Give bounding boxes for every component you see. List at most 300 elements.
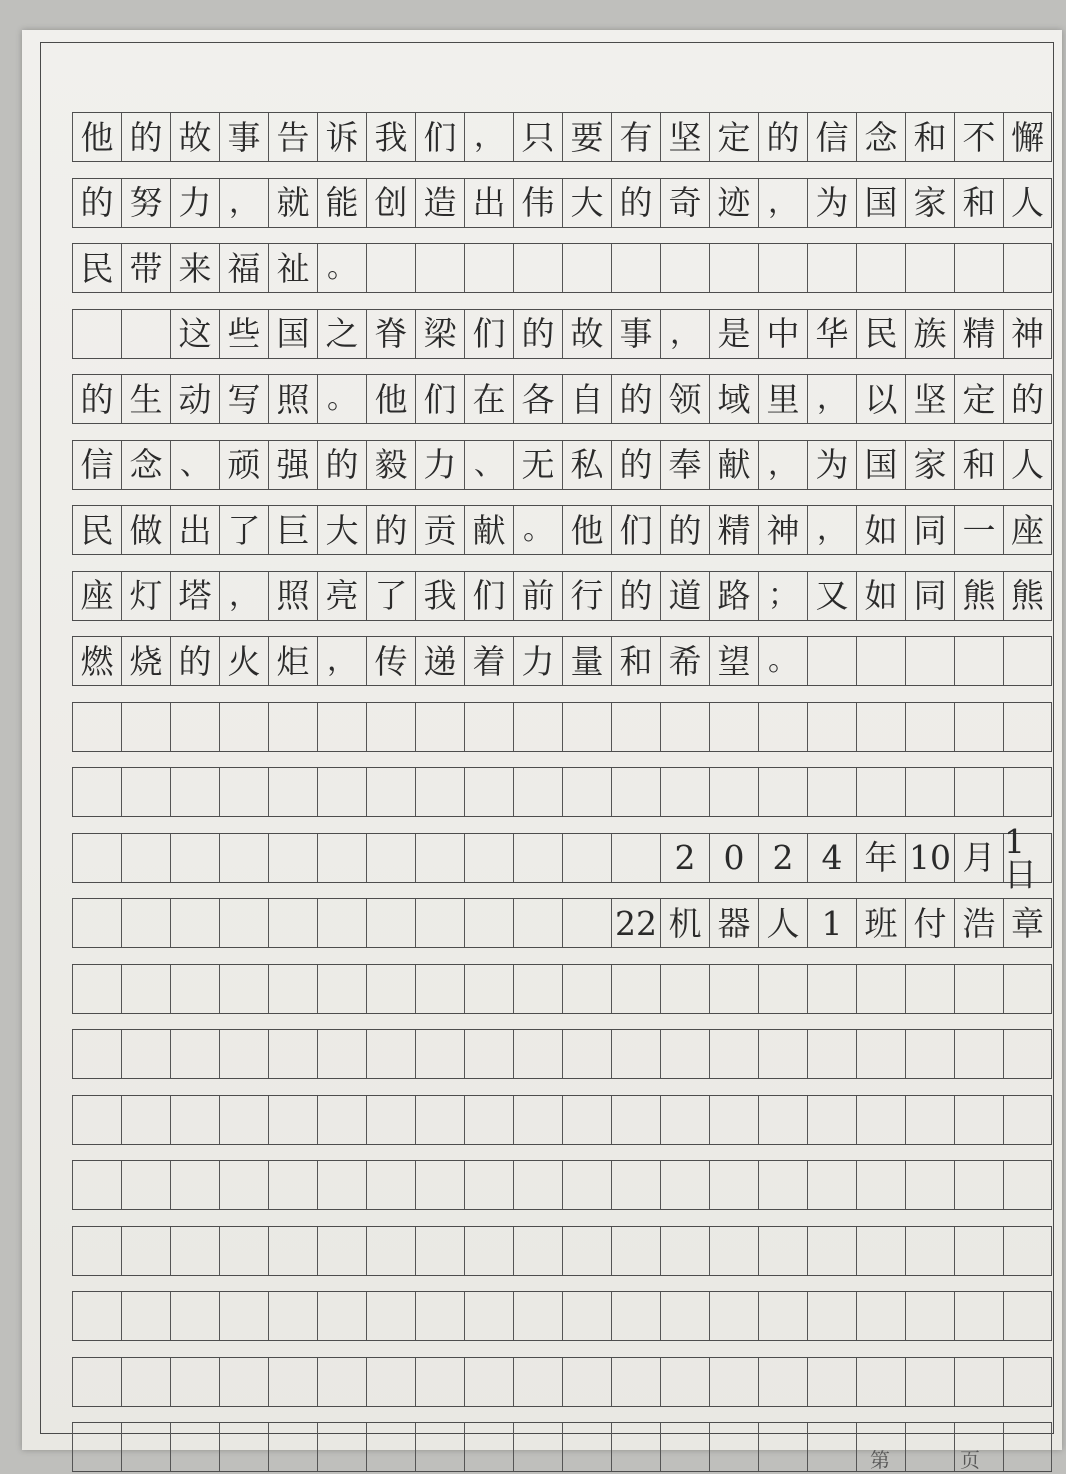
grid-cell [562,1358,611,1406]
grid-cell [121,703,170,751]
grid-cell [415,244,464,292]
grid-cell [856,1358,905,1406]
grid-cell [807,244,856,292]
grid-cell [464,1423,513,1471]
grid-cell [954,1161,1003,1209]
grid-cell: 定 [954,375,1003,423]
grid-cell: 章 [1003,899,1052,947]
grid-cell [366,1161,415,1209]
grid-cell [807,637,856,685]
grid-cell [170,1423,219,1471]
grid-cell [562,1423,611,1471]
grid-cell: 的 [121,113,170,161]
grid-cell [954,1030,1003,1078]
grid-cell [709,703,758,751]
grid-cell: 巨 [268,506,317,554]
grid-cell: 他 [72,113,121,161]
grid-cell: 国 [856,441,905,489]
grid-cell: 付 [905,899,954,947]
grid-cell [121,965,170,1013]
grid-cell: 和 [954,179,1003,227]
grid-cell: 民 [72,506,121,554]
grid-row [72,243,1052,293]
grid-cell: 各 [513,375,562,423]
grid-cell [268,965,317,1013]
grid-cell [464,1358,513,1406]
grid-cell [513,1227,562,1275]
grid-cell [611,1292,660,1340]
grid-cell [170,1358,219,1406]
grid-cell: 熊 [954,572,1003,620]
grid-cell: ； [758,572,807,620]
grid-cell [611,965,660,1013]
grid-cell [807,1030,856,1078]
grid-cell: 他 [562,506,611,554]
grid-cell: ， [464,113,513,161]
grid-cell [464,703,513,751]
grid-cell: 望 [709,637,758,685]
grid-cell [611,1096,660,1144]
grid-cell: 。 [317,375,366,423]
grid-cell: ， [807,375,856,423]
grid-cell: 的 [611,572,660,620]
grid-cell [709,1292,758,1340]
grid-cell: 的 [72,375,121,423]
grid-cell: 出 [464,179,513,227]
grid-cell: 班 [856,899,905,947]
grid-cell: 来 [170,244,219,292]
grid-cell: 国 [268,310,317,358]
grid-cell [660,1358,709,1406]
grid-row [72,636,1052,686]
grid-cell: 浩 [954,899,1003,947]
grid-cell [562,834,611,882]
grid-cell: 坚 [905,375,954,423]
grid-cell [660,1030,709,1078]
grid-cell [954,1227,1003,1275]
grid-row [72,702,1052,752]
grid-cell [415,834,464,882]
grid-row [72,898,1052,948]
grid-cell [709,244,758,292]
grid-cell: 在 [464,375,513,423]
grid-cell: 家 [905,179,954,227]
grid-cell [758,1161,807,1209]
grid-cell: 塔 [170,572,219,620]
grid-cell [562,244,611,292]
grid-cell: 人 [1003,179,1052,227]
grid-cell [513,768,562,816]
grid-cell [464,1161,513,1209]
grid-cell: 力 [415,441,464,489]
grid-cell [611,834,660,882]
grid-cell [1003,965,1052,1013]
grid-cell [366,965,415,1013]
grid-cell: 火 [219,637,268,685]
grid-cell: 伟 [513,179,562,227]
grid-cell: 私 [562,441,611,489]
grid-cell [317,1227,366,1275]
grid-cell [317,768,366,816]
grid-cell: 的 [660,506,709,554]
grid-cell [513,703,562,751]
grid-cell: ， [807,506,856,554]
grid-cell: 之 [317,310,366,358]
grid-cell: 2 [758,834,807,882]
grid-cell [905,244,954,292]
grid-cell: 福 [219,244,268,292]
grid-cell [709,1423,758,1471]
grid-cell [317,1358,366,1406]
grid-cell: 念 [856,113,905,161]
grid-cell: 们 [464,310,513,358]
grid-cell [660,1161,709,1209]
grid-cell: 出 [170,506,219,554]
grid-cell: 们 [611,506,660,554]
grid-cell: 座 [1003,506,1052,554]
grid-row [72,1160,1052,1210]
grid-cell: 1 [807,899,856,947]
grid-cell [562,899,611,947]
grid-cell [170,703,219,751]
grid-cell [366,1358,415,1406]
grid-cell: 动 [170,375,219,423]
grid-cell [170,1030,219,1078]
grid-cell [121,834,170,882]
grid-cell [317,1423,366,1471]
grid-cell [856,1096,905,1144]
grid-cell [513,1423,562,1471]
grid-cell: 力 [513,637,562,685]
grid-cell [268,768,317,816]
paper-sheet [22,30,1062,1472]
grid-cell [121,1161,170,1209]
grid-cell [415,899,464,947]
grid-cell [121,768,170,816]
grid-cell [905,768,954,816]
grid-cell [366,768,415,816]
grid-cell: ， [660,310,709,358]
page-number-footer [842,1444,1042,1474]
grid-cell [513,244,562,292]
grid-cell [905,637,954,685]
grid-cell: 家 [905,441,954,489]
grid-cell [807,1358,856,1406]
grid-cell [954,965,1003,1013]
grid-cell [366,1030,415,1078]
grid-cell [513,1030,562,1078]
grid-cell [954,1358,1003,1406]
grid-cell [758,244,807,292]
grid-cell: 2 [660,834,709,882]
grid-cell: 人 [758,899,807,947]
grid-cell [464,834,513,882]
grid-cell [562,965,611,1013]
grid-cell [219,1423,268,1471]
grid-cell: 、 [464,441,513,489]
grid-cell: 量 [562,637,611,685]
grid-cell: 事 [219,113,268,161]
grid-cell: 奇 [660,179,709,227]
grid-cell: 照 [268,572,317,620]
grid-row [72,505,1052,555]
grid-cell [72,965,121,1013]
grid-cell: 贡 [415,506,464,554]
grid-cell [611,1358,660,1406]
grid-cell: 献 [464,506,513,554]
grid-cell [170,965,219,1013]
grid-cell [170,899,219,947]
grid-cell [72,1358,121,1406]
grid-cell [758,965,807,1013]
grid-cell: 懈 [1003,113,1052,161]
grid-cell: 迹 [709,179,758,227]
grid-cell [660,1292,709,1340]
grid-cell [72,899,121,947]
grid-cell [366,899,415,947]
grid-cell: 信 [807,113,856,161]
grid-cell: 的 [611,375,660,423]
grid-cell [709,1030,758,1078]
grid-cell [1003,637,1052,685]
grid-cell [415,1292,464,1340]
grid-row [72,964,1052,1014]
grid-cell: 带 [121,244,170,292]
grid-cell [72,1030,121,1078]
grid-cell [366,1227,415,1275]
grid-cell [660,1423,709,1471]
grid-cell: 烧 [121,637,170,685]
grid-cell [219,1227,268,1275]
grid-row [72,374,1052,424]
grid-cell [513,965,562,1013]
grid-cell: 炬 [268,637,317,685]
grid-cell [758,1227,807,1275]
grid-cell: 不 [954,113,1003,161]
grid-cell [807,1161,856,1209]
grid-cell [464,965,513,1013]
grid-row [72,571,1052,621]
grid-cell: 传 [366,637,415,685]
grid-cell [954,244,1003,292]
grid-cell [219,1292,268,1340]
grid-cell [170,1096,219,1144]
grid-cell [905,1030,954,1078]
grid-cell: 如 [856,506,905,554]
grid-cell [121,899,170,947]
grid-cell: 1日 [1003,834,1052,882]
grid-cell [170,1292,219,1340]
grid-cell: 燃 [72,637,121,685]
grid-cell [1003,1358,1052,1406]
grid-cell [905,965,954,1013]
grid-cell [611,768,660,816]
grid-cell [954,768,1003,816]
grid-cell: 就 [268,179,317,227]
grid-cell: 念 [121,441,170,489]
grid-row [72,821,1052,894]
grid-cell [121,1292,170,1340]
grid-cell [72,768,121,816]
grid-cell [709,965,758,1013]
grid-cell [954,1096,1003,1144]
grid-cell [905,703,954,751]
grid-cell: 造 [415,179,464,227]
grid-cell: 自 [562,375,611,423]
grid-cell [807,1096,856,1144]
grid-cell: 道 [660,572,709,620]
grid-cell: ， [219,179,268,227]
grid-cell: 如 [856,572,905,620]
grid-cell [709,1227,758,1275]
grid-cell [317,1096,366,1144]
grid-row [72,1029,1052,1079]
grid-cell [709,1358,758,1406]
grid-cell [1003,1161,1052,1209]
grid-cell [807,1227,856,1275]
grid-cell: 梁 [415,310,464,358]
grid-cell: 努 [121,179,170,227]
grid-cell [660,703,709,751]
grid-cell [366,1096,415,1144]
grid-cell [513,834,562,882]
grid-cell [72,1096,121,1144]
grid-row [72,178,1052,228]
grid-cell [72,834,121,882]
grid-cell: 前 [513,572,562,620]
grid-cell: 和 [905,113,954,161]
grid-cell: 写 [219,375,268,423]
grid-cell [758,1096,807,1144]
grid-cell: 年 [856,834,905,882]
grid-cell [758,768,807,816]
grid-row [72,440,1052,490]
grid-cell: 事 [611,310,660,358]
grid-cell: ， [758,179,807,227]
grid-cell: 一 [954,506,1003,554]
grid-cell [856,1292,905,1340]
grid-cell: 着 [464,637,513,685]
grid-cell [219,899,268,947]
grid-cell: 他 [366,375,415,423]
grid-cell [219,1161,268,1209]
grid-cell [317,965,366,1013]
grid-cell: 和 [954,441,1003,489]
grid-cell [954,637,1003,685]
grid-cell [905,1227,954,1275]
grid-cell [415,768,464,816]
grid-cell: 又 [807,572,856,620]
grid-row [72,1357,1052,1407]
grid-cell [611,1030,660,1078]
grid-cell: 以 [856,375,905,423]
grid-cell [1003,768,1052,816]
grid-cell [415,703,464,751]
grid-cell [317,899,366,947]
grid-cell [121,1030,170,1078]
grid-cell [415,1161,464,1209]
grid-cell [856,703,905,751]
grid-cell [513,899,562,947]
grid-cell: 希 [660,637,709,685]
grid-row [72,112,1052,162]
grid-cell: 、 [170,441,219,489]
grid-cell [268,1227,317,1275]
footer-di: 第 [870,1448,890,1472]
grid-cell [660,768,709,816]
grid-cell: ， [317,637,366,685]
grid-cell [562,1292,611,1340]
grid-cell: 同 [905,506,954,554]
grid-cell [1003,1227,1052,1275]
grid-cell: 神 [758,506,807,554]
grid-cell: 诉 [317,113,366,161]
grid-cell [464,1096,513,1144]
grid-row [72,309,1052,359]
grid-cell [758,1358,807,1406]
grid-cell [611,703,660,751]
grid-cell: 的 [317,441,366,489]
grid-cell: 是 [709,310,758,358]
grid-cell [758,703,807,751]
grid-cell: 同 [905,572,954,620]
grid-cell: 。 [317,244,366,292]
grid-cell: 力 [170,179,219,227]
grid-cell [709,1096,758,1144]
grid-cell [709,768,758,816]
grid-cell [72,1161,121,1209]
grid-cell: 器 [709,899,758,947]
grid-cell: 毅 [366,441,415,489]
grid-cell [366,703,415,751]
grid-row [72,1226,1052,1276]
grid-cell: 和 [611,637,660,685]
grid-cell [611,1423,660,1471]
grid-cell [415,965,464,1013]
grid-cell [72,1292,121,1340]
grid-cell: ， [758,441,807,489]
grid-cell [1003,1096,1052,1144]
grid-cell [464,1030,513,1078]
grid-cell [170,768,219,816]
grid-cell [856,244,905,292]
grid-cell [317,1161,366,1209]
grid-cell: 能 [317,179,366,227]
grid-cell [856,1227,905,1275]
grid-cell [366,244,415,292]
grid-cell [268,834,317,882]
grid-cell: 领 [660,375,709,423]
grid-cell: 民 [856,310,905,358]
grid-cell: 些 [219,310,268,358]
grid-cell: 了 [219,506,268,554]
grid-cell [219,768,268,816]
grid-cell [905,1161,954,1209]
grid-cell [611,244,660,292]
grid-cell [660,244,709,292]
grid-cell: 机 [660,899,709,947]
grid-cell: 为 [807,179,856,227]
grid-cell [415,1227,464,1275]
grid-cell: 照 [268,375,317,423]
grid-cell: 无 [513,441,562,489]
grid-cell: 的 [72,179,121,227]
grid-cell [611,1227,660,1275]
grid-cell: 创 [366,179,415,227]
grid-cell [758,1292,807,1340]
grid-cell [905,1096,954,1144]
grid-cell: 强 [268,441,317,489]
